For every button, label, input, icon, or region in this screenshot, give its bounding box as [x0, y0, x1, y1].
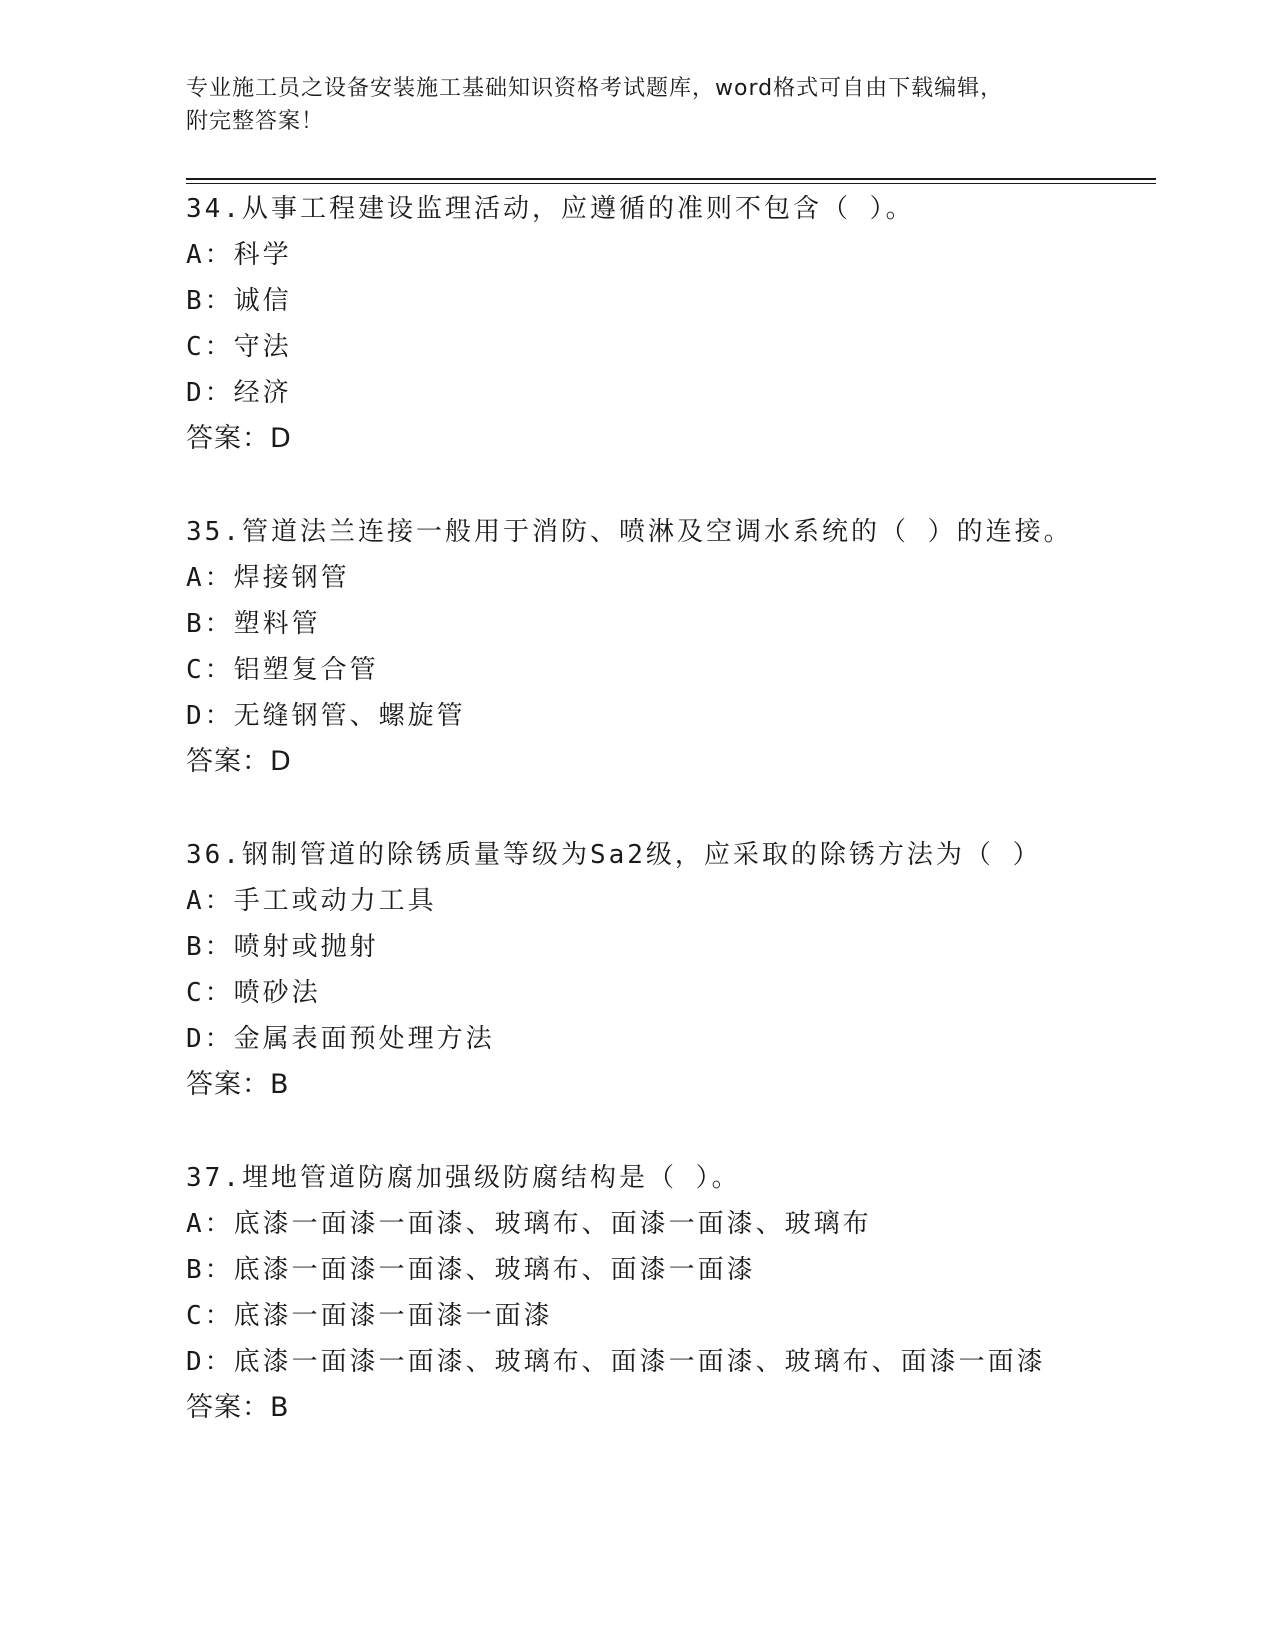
option-d: D：底漆一面漆一面漆、玻璃布、面漆一面漆、玻璃布、面漆一面漆: [186, 1347, 1046, 1377]
document-header: [186, 72, 1086, 138]
option-d: D：经济: [186, 378, 292, 408]
question-stem: 37.埋地管道防腐加强级防腐结构是（ ）。: [186, 1163, 741, 1193]
header-divider-thin: [186, 183, 1156, 184]
question-list: [186, 186, 1186, 1431]
option-d: D：金属表面预处理方法: [186, 1024, 495, 1054]
question-36: [186, 832, 1186, 1108]
question-stem: 35.管道法兰连接一般用于消防、喷淋及空调水系统的（ ）的连接。: [186, 517, 1073, 547]
question-stem: 36.钢制管道的除锈质量等级为Sa2级，应采取的除锈方法为（ ）: [186, 840, 1042, 870]
answer-line: 答案：B: [186, 1392, 290, 1423]
option-b: B：诚信: [186, 286, 292, 316]
question-35: [186, 509, 1186, 785]
question-stem: 34.从事工程建设监理活动，应遵循的准则不包含（ ）。: [186, 194, 915, 224]
option-c: C：喷砂法: [186, 978, 321, 1008]
option-b: B：底漆一面漆一面漆、玻璃布、面漆一面漆: [186, 1255, 756, 1285]
answer-line: 答案：D: [186, 423, 292, 454]
header-line-2: 附完整答案！: [186, 109, 325, 134]
option-d: D：无缝钢管、螺旋管: [186, 701, 466, 731]
answer-line: 答案：B: [186, 1069, 290, 1100]
option-a: A：手工或动力工具: [186, 886, 437, 916]
option-b: B：塑料管: [186, 609, 321, 639]
option-c: C：守法: [186, 332, 292, 362]
option-a: A：底漆一面漆一面漆、玻璃布、面漆一面漆、玻璃布: [186, 1209, 872, 1239]
option-c: C：底漆一面漆一面漆一面漆: [186, 1301, 553, 1331]
option-a: A：科学: [186, 240, 292, 270]
question-34: [186, 186, 1186, 462]
option-a: A：焊接钢管: [186, 563, 350, 593]
answer-line: 答案：D: [186, 746, 292, 777]
header-divider-thick: [186, 178, 1156, 180]
option-c: C：铝塑复合管: [186, 655, 379, 685]
question-37: [186, 1155, 1186, 1431]
option-b: B：喷射或抛射: [186, 932, 379, 962]
header-line-1: 专业施工员之设备安装施工基础知识资格考试题库，word格式可自由下载编辑，: [186, 76, 1004, 101]
